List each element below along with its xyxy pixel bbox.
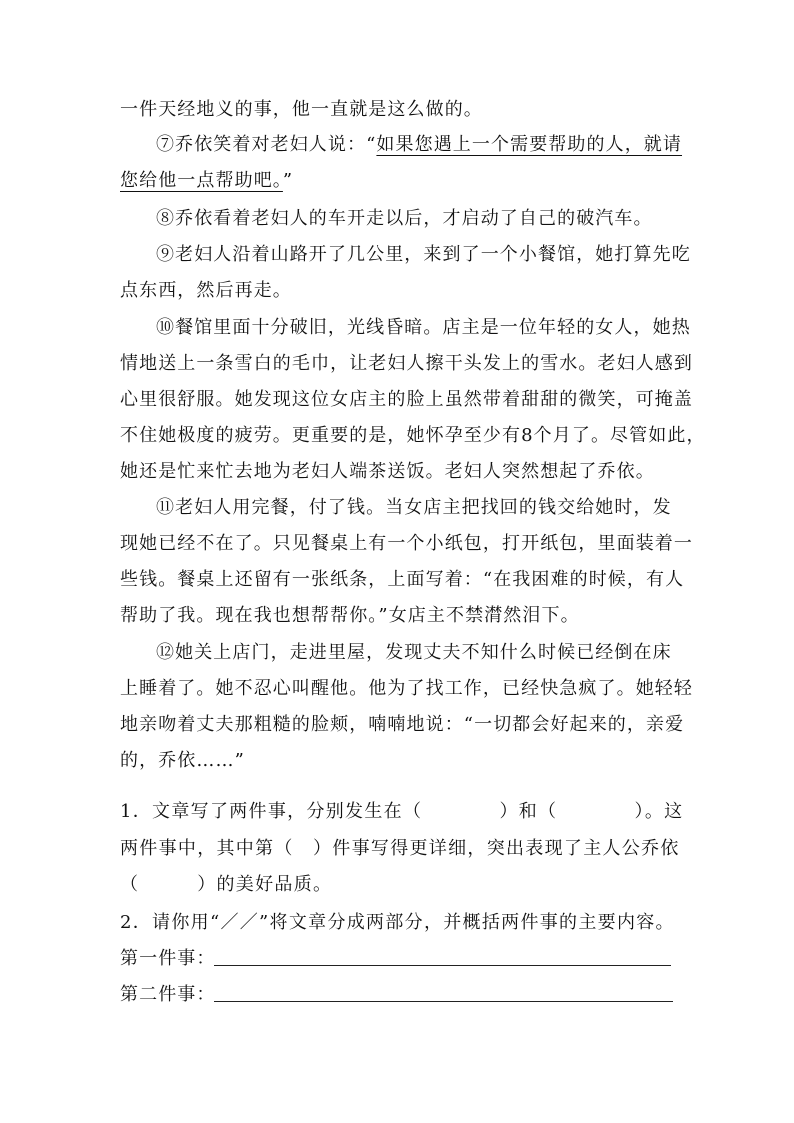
paragraph-8: ⑧乔依看着老妇人的车开走以后，才启动了自己的破汽车。 — [156, 208, 653, 229]
question-1-cont: （ ）的美好品质。 — [120, 874, 333, 895]
paragraph-7 — [156, 133, 682, 157]
quote-close: ” — [282, 170, 294, 191]
underlined-sentence: 您给他一点帮助吧。 — [120, 170, 283, 191]
answer-label-second: 第二件事： — [120, 984, 216, 1005]
paragraph-11: ⑪老妇人用完餐，付了钱。当女店主把找回的钱交给她时，发 — [156, 497, 672, 518]
paragraph-7-text: ⑦乔依笑着对老妇人说：“ — [156, 134, 377, 155]
answer-label-first: 第一件事： — [120, 948, 216, 969]
paragraph-11-cont: 些钱。餐桌上还留有一张纸条，上面写着：“在我困难的时候，有人 — [120, 569, 685, 590]
paragraph-12-cont: 上睡着了。她不忍心叫醒他。他为了找工作，已经快急疯了。她轻轻 — [120, 678, 693, 699]
answer-blank-first[interactable] — [214, 965, 671, 966]
question-1-cont: 两件事中，其中第（ ）件事写得更详细，突出表现了主人公乔依 — [120, 838, 680, 859]
paragraph-11-cont: 现她已经不在了。只见餐桌上有一个小纸包，打开纸包，里面装着一 — [120, 533, 693, 554]
paragraph-10-cont: 不住她极度的疲劳。更重要的是，她怀孕至少有8个月了。尽管如此， — [120, 425, 706, 446]
paragraph-10: ⑩餐馆里面十分破旧，光线昏暗。店主是一位年轻的女人，她热 — [156, 317, 691, 338]
paragraph-12-cont: 的，乔依……” — [120, 750, 245, 771]
paragraph-9: ⑨老妇人沿着山路开了几公里，来到了一个小餐馆，她打算先吃 — [156, 244, 691, 265]
paragraph-10-cont: 情地送上一条雪白的毛巾，让老妇人擦干头发上的雪水。老妇人感到 — [120, 353, 693, 374]
paragraph-7-cont — [120, 169, 293, 193]
paragraph-10-cont: 心里很舒服。她发现这位女店主的脸上虽然带着甜甜的微笑，可掩盖 — [120, 389, 693, 410]
paragraph-10-cont: 她还是忙来忙去地为老妇人端茶送饭。老妇人突然想起了乔依。 — [120, 461, 655, 482]
question-2: 2．请你用“／／”将文章分成两部分，并概括两件事的主要内容。 — [120, 912, 675, 933]
paragraph-9-cont: 点东西，然后再走。 — [120, 280, 292, 301]
passage-line: 一件天经地义的事，他一直就是这么做的。 — [120, 99, 483, 120]
question-1: 1．文章写了两件事，分别发生在（ ）和（ ）。这 — [120, 801, 684, 822]
answer-blank-second[interactable] — [214, 1001, 673, 1002]
paragraph-12: ⑫她关上店门，走进里屋，发现丈夫不知什么时候已经倒在床 — [156, 642, 672, 663]
underlined-sentence: 如果您遇上一个需要帮助的人，就请 — [376, 134, 683, 155]
paragraph-11-cont: 帮助了我。现在我也想帮帮你。”女店主不禁潸然泪下。 — [120, 605, 580, 626]
paragraph-12-cont: 地亲吻着丈夫那粗糙的脸颊，喃喃地说：“一切都会好起来的，亲爱 — [120, 714, 685, 735]
